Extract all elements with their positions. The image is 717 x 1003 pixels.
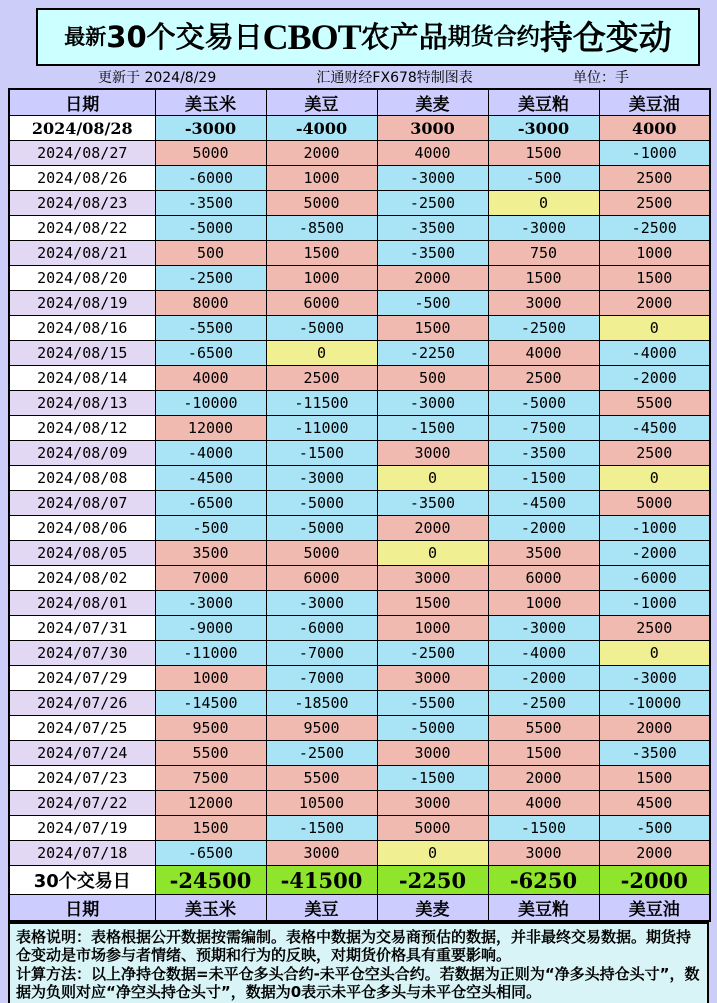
value-cell: 2000 — [488, 766, 599, 791]
value-cell: -3500 — [599, 741, 710, 766]
value-cell: -5500 — [377, 691, 488, 716]
summary-value: -41500 — [266, 866, 377, 895]
value-cell: -1500 — [488, 466, 599, 491]
value-cell: 6000 — [266, 566, 377, 591]
page-title — [36, 8, 700, 66]
column-header: 美豆油 — [599, 89, 710, 116]
value-cell: -1500 — [377, 416, 488, 441]
column-header: 美豆粕 — [488, 89, 599, 116]
table-row — [9, 116, 710, 141]
page — [0, 8, 717, 1003]
value-cell: 500 — [155, 241, 266, 266]
value-cell: 4000 — [599, 116, 710, 141]
value-cell: -2000 — [599, 366, 710, 391]
value-cell: 1000 — [377, 616, 488, 641]
value-cell: -2000 — [488, 516, 599, 541]
value-cell: -7000 — [266, 641, 377, 666]
value-cell: 3000 — [377, 566, 488, 591]
table-row — [9, 166, 710, 191]
value-cell: 2000 — [599, 716, 710, 741]
date-cell: 2024/08/27 — [9, 141, 155, 166]
value-cell: -2500 — [488, 691, 599, 716]
value-cell: 2500 — [266, 366, 377, 391]
value-cell: -5000 — [377, 716, 488, 741]
value-cell: -2500 — [155, 266, 266, 291]
value-cell: 5500 — [155, 741, 266, 766]
value-cell: -3000 — [488, 216, 599, 241]
date-cell: 2024/08/09 — [9, 441, 155, 466]
value-cell: 0 — [599, 316, 710, 341]
date-cell: 2024/07/29 — [9, 666, 155, 691]
date-cell: 2024/07/22 — [9, 791, 155, 816]
value-cell: -4000 — [155, 441, 266, 466]
value-cell: -3000 — [155, 591, 266, 616]
value-cell: 1500 — [599, 266, 710, 291]
value-cell: -3000 — [155, 116, 266, 141]
value-cell: -7000 — [266, 666, 377, 691]
value-cell: -3500 — [155, 191, 266, 216]
table-row — [9, 841, 710, 866]
table-row — [9, 566, 710, 591]
date-cell: 2024/08/21 — [9, 241, 155, 266]
value-cell: 2500 — [599, 616, 710, 641]
value-cell: 2500 — [599, 191, 710, 216]
date-cell: 2024/07/30 — [9, 641, 155, 666]
summary-value: -2000 — [599, 866, 710, 895]
value-cell: -5000 — [266, 491, 377, 516]
date-cell: 2024/08/05 — [9, 541, 155, 566]
value-cell: 1500 — [599, 766, 710, 791]
table-row — [9, 366, 710, 391]
positions-table — [8, 88, 711, 922]
column-header: 日期 — [9, 895, 155, 922]
value-cell: 1000 — [599, 241, 710, 266]
table-row — [9, 316, 710, 341]
title-segment: 最新 — [64, 24, 107, 49]
date-cell: 2024/07/31 — [9, 616, 155, 641]
value-cell: -500 — [377, 291, 488, 316]
value-cell: -1500 — [266, 816, 377, 841]
value-cell: -3500 — [377, 241, 488, 266]
column-header: 美豆粕 — [488, 895, 599, 922]
column-header: 美玉米 — [155, 895, 266, 922]
value-cell: 3000 — [266, 841, 377, 866]
footer-header-row — [9, 895, 710, 922]
table-row — [9, 466, 710, 491]
value-cell: 5500 — [488, 716, 599, 741]
column-header: 美麦 — [377, 895, 488, 922]
value-cell: 0 — [488, 191, 599, 216]
date-cell: 2024/08/22 — [9, 216, 155, 241]
source-label: 汇通财经FX678特制图表 — [316, 70, 473, 86]
value-cell: 2000 — [599, 291, 710, 316]
table-row — [9, 616, 710, 641]
value-cell: 2000 — [377, 266, 488, 291]
value-cell: 2500 — [599, 441, 710, 466]
table-row — [9, 441, 710, 466]
value-cell: 5000 — [599, 491, 710, 516]
value-cell: -5000 — [488, 391, 599, 416]
value-cell: 1500 — [488, 741, 599, 766]
summary-row — [9, 866, 710, 895]
value-cell: -1500 — [488, 816, 599, 841]
value-cell: 7000 — [155, 566, 266, 591]
value-cell: -500 — [488, 166, 599, 191]
value-cell: -2000 — [488, 666, 599, 691]
value-cell: -11000 — [266, 416, 377, 441]
value-cell: -5000 — [155, 216, 266, 241]
value-cell: -3000 — [599, 666, 710, 691]
date-cell: 2024/08/23 — [9, 191, 155, 216]
value-cell: -4500 — [488, 491, 599, 516]
table-row — [9, 741, 710, 766]
value-cell: -4500 — [599, 416, 710, 441]
date-cell: 2024/08/13 — [9, 391, 155, 416]
value-cell: 5000 — [266, 191, 377, 216]
value-cell: -3000 — [266, 466, 377, 491]
value-cell: 12000 — [155, 416, 266, 441]
date-cell: 2024/07/24 — [9, 741, 155, 766]
title-segment: CBOT — [262, 17, 361, 57]
value-cell: 4500 — [599, 791, 710, 816]
date-cell: 2024/08/07 — [9, 491, 155, 516]
table-row — [9, 241, 710, 266]
date-cell: 2024/08/06 — [9, 516, 155, 541]
value-cell: -6500 — [155, 341, 266, 366]
column-header: 美玉米 — [155, 89, 266, 116]
value-cell: 2000 — [599, 841, 710, 866]
column-header: 美豆 — [266, 89, 377, 116]
value-cell: 3000 — [488, 291, 599, 316]
table-row — [9, 391, 710, 416]
value-cell: -2500 — [488, 316, 599, 341]
value-cell: -500 — [155, 516, 266, 541]
value-cell: -4500 — [155, 466, 266, 491]
update-date-label: 更新于 2024/8/29 — [98, 70, 217, 86]
table-row — [9, 641, 710, 666]
summary-value: -24500 — [155, 866, 266, 895]
value-cell: 5000 — [377, 816, 488, 841]
header-row — [9, 89, 710, 116]
value-cell: -7500 — [488, 416, 599, 441]
value-cell: -3500 — [377, 216, 488, 241]
value-cell: -3500 — [377, 491, 488, 516]
value-cell: -6000 — [599, 566, 710, 591]
value-cell: 6000 — [488, 566, 599, 591]
value-cell: 2500 — [488, 366, 599, 391]
value-cell: 5500 — [599, 391, 710, 416]
value-cell: -3000 — [377, 391, 488, 416]
value-cell: 1500 — [155, 816, 266, 841]
table-row — [9, 141, 710, 166]
value-cell: -1500 — [377, 766, 488, 791]
value-cell: -2500 — [377, 641, 488, 666]
value-cell: -1000 — [599, 141, 710, 166]
value-cell: 3000 — [377, 741, 488, 766]
value-cell: 1000 — [266, 266, 377, 291]
value-cell: -2250 — [377, 341, 488, 366]
value-cell: 0 — [377, 541, 488, 566]
value-cell: 5000 — [155, 141, 266, 166]
date-cell: 2024/08/02 — [9, 566, 155, 591]
value-cell: -3000 — [266, 591, 377, 616]
value-cell: 5500 — [266, 766, 377, 791]
calculation-note — [16, 965, 701, 1002]
value-cell: 3000 — [377, 441, 488, 466]
date-cell: 2024/07/23 — [9, 766, 155, 791]
table-row — [9, 291, 710, 316]
date-cell: 2024/08/12 — [9, 416, 155, 441]
title-segment: 持仓变动 — [539, 17, 672, 57]
summary-label: 30个交易日 — [9, 866, 155, 895]
value-cell: 3500 — [488, 541, 599, 566]
note-text: 表格根据公开数据按需编制。表格中数据为交易商预估的数据，并非最终交易数据。期货持仓变动是市场参与者情绪、预期和行为的反映，对期货价格具有重要影响。 — [16, 928, 692, 965]
value-cell: 1000 — [266, 166, 377, 191]
value-cell: 500 — [377, 366, 488, 391]
value-cell: -11500 — [266, 391, 377, 416]
title-segment: 农产品 — [360, 19, 448, 54]
value-cell: -500 — [599, 816, 710, 841]
value-cell: 2000 — [377, 516, 488, 541]
value-cell: 2500 — [599, 166, 710, 191]
value-cell: 3000 — [488, 841, 599, 866]
table-row — [9, 216, 710, 241]
value-cell: -4000 — [488, 641, 599, 666]
column-header: 美麦 — [377, 89, 488, 116]
table-head — [9, 89, 710, 116]
note-label: 计算方法： — [16, 964, 92, 983]
value-cell: 1500 — [488, 141, 599, 166]
table-row — [9, 541, 710, 566]
value-cell: 7500 — [155, 766, 266, 791]
table-row — [9, 341, 710, 366]
value-cell: 0 — [377, 466, 488, 491]
table-body — [9, 116, 710, 922]
table-row — [9, 191, 710, 216]
date-cell: 2024/08/15 — [9, 341, 155, 366]
value-cell: -6000 — [155, 166, 266, 191]
value-cell: -6500 — [155, 491, 266, 516]
table-row — [9, 266, 710, 291]
value-cell: 4000 — [377, 141, 488, 166]
value-cell: -2500 — [377, 191, 488, 216]
column-header: 美豆 — [266, 895, 377, 922]
value-cell: -9000 — [155, 616, 266, 641]
value-cell: -1000 — [599, 516, 710, 541]
value-cell: 2000 — [266, 141, 377, 166]
value-cell: 1000 — [155, 666, 266, 691]
date-cell: 2024/07/18 — [9, 841, 155, 866]
value-cell: -5500 — [155, 316, 266, 341]
date-cell: 2024/08/19 — [9, 291, 155, 316]
summary-value: -6250 — [488, 866, 599, 895]
value-cell: 5000 — [266, 541, 377, 566]
value-cell: 0 — [599, 466, 710, 491]
value-cell: -18500 — [266, 691, 377, 716]
value-cell: -14500 — [155, 691, 266, 716]
summary-value: -2250 — [377, 866, 488, 895]
note-text: 以上净持仓数据=未平仓多头合约-未平仓空头合约。若数据为正则为“净多头持仓头寸”，数据为负则对应“净空头持仓头寸”，数据为0表示未平仓多头与未平仓空头相同。 — [16, 964, 700, 1001]
table-row — [9, 491, 710, 516]
title-segment: 30个交易日 — [106, 19, 263, 54]
date-cell: 2024/08/16 — [9, 316, 155, 341]
table-row — [9, 691, 710, 716]
table-row — [9, 766, 710, 791]
value-cell: -10000 — [599, 691, 710, 716]
value-cell: 3000 — [377, 666, 488, 691]
column-header: 日期 — [9, 89, 155, 116]
value-cell: -2500 — [599, 216, 710, 241]
date-cell: 2024/08/14 — [9, 366, 155, 391]
table-row — [9, 791, 710, 816]
value-cell: 1500 — [488, 266, 599, 291]
value-cell: -11000 — [155, 641, 266, 666]
table-note — [16, 928, 701, 965]
date-cell: 2024/08/26 — [9, 166, 155, 191]
value-cell: -6500 — [155, 841, 266, 866]
value-cell: 1000 — [488, 591, 599, 616]
value-cell: -3500 — [488, 441, 599, 466]
value-cell: 0 — [377, 841, 488, 866]
value-cell: 3000 — [377, 791, 488, 816]
value-cell: -3000 — [377, 166, 488, 191]
notes-box — [8, 922, 709, 1003]
title-segment: 期货合约 — [447, 23, 540, 50]
date-cell: 2024/08/20 — [9, 266, 155, 291]
value-cell: -6000 — [266, 616, 377, 641]
value-cell: -3000 — [488, 116, 599, 141]
value-cell: 3500 — [155, 541, 266, 566]
value-cell: -2500 — [266, 741, 377, 766]
value-cell: -4000 — [599, 341, 710, 366]
table-row — [9, 416, 710, 441]
value-cell: -10000 — [155, 391, 266, 416]
date-cell: 2024/08/08 — [9, 466, 155, 491]
value-cell: -8500 — [266, 216, 377, 241]
value-cell: 1500 — [377, 591, 488, 616]
column-header: 美豆油 — [599, 895, 710, 922]
note-label: 表格说明： — [16, 928, 92, 946]
value-cell: -4000 — [266, 116, 377, 141]
value-cell: -1000 — [599, 591, 710, 616]
date-cell: 2024/07/26 — [9, 691, 155, 716]
value-cell: 0 — [266, 341, 377, 366]
table-row — [9, 816, 710, 841]
table-row — [9, 516, 710, 541]
value-cell: 8000 — [155, 291, 266, 316]
value-cell: 3000 — [377, 116, 488, 141]
value-cell: 9500 — [266, 716, 377, 741]
value-cell: -1500 — [266, 441, 377, 466]
table-row — [9, 716, 710, 741]
value-cell: 4000 — [488, 791, 599, 816]
table-row — [9, 591, 710, 616]
value-cell: 12000 — [155, 791, 266, 816]
value-cell: 10500 — [266, 791, 377, 816]
date-cell: 2024/08/28 — [9, 116, 155, 141]
value-cell: 750 — [488, 241, 599, 266]
date-cell: 2024/08/01 — [9, 591, 155, 616]
date-cell: 2024/07/19 — [9, 816, 155, 841]
value-cell: -3000 — [488, 616, 599, 641]
value-cell: 4000 — [488, 341, 599, 366]
subheader — [0, 66, 717, 88]
value-cell: 1500 — [377, 316, 488, 341]
date-cell: 2024/07/25 — [9, 716, 155, 741]
value-cell: 4000 — [155, 366, 266, 391]
value-cell: -5000 — [266, 516, 377, 541]
unit-label: 单位：手 — [572, 70, 629, 86]
table-row — [9, 666, 710, 691]
value-cell: 9500 — [155, 716, 266, 741]
value-cell: 6000 — [266, 291, 377, 316]
value-cell: 0 — [599, 641, 710, 666]
value-cell: -2000 — [599, 541, 710, 566]
value-cell: 1500 — [266, 241, 377, 266]
value-cell: -5000 — [266, 316, 377, 341]
